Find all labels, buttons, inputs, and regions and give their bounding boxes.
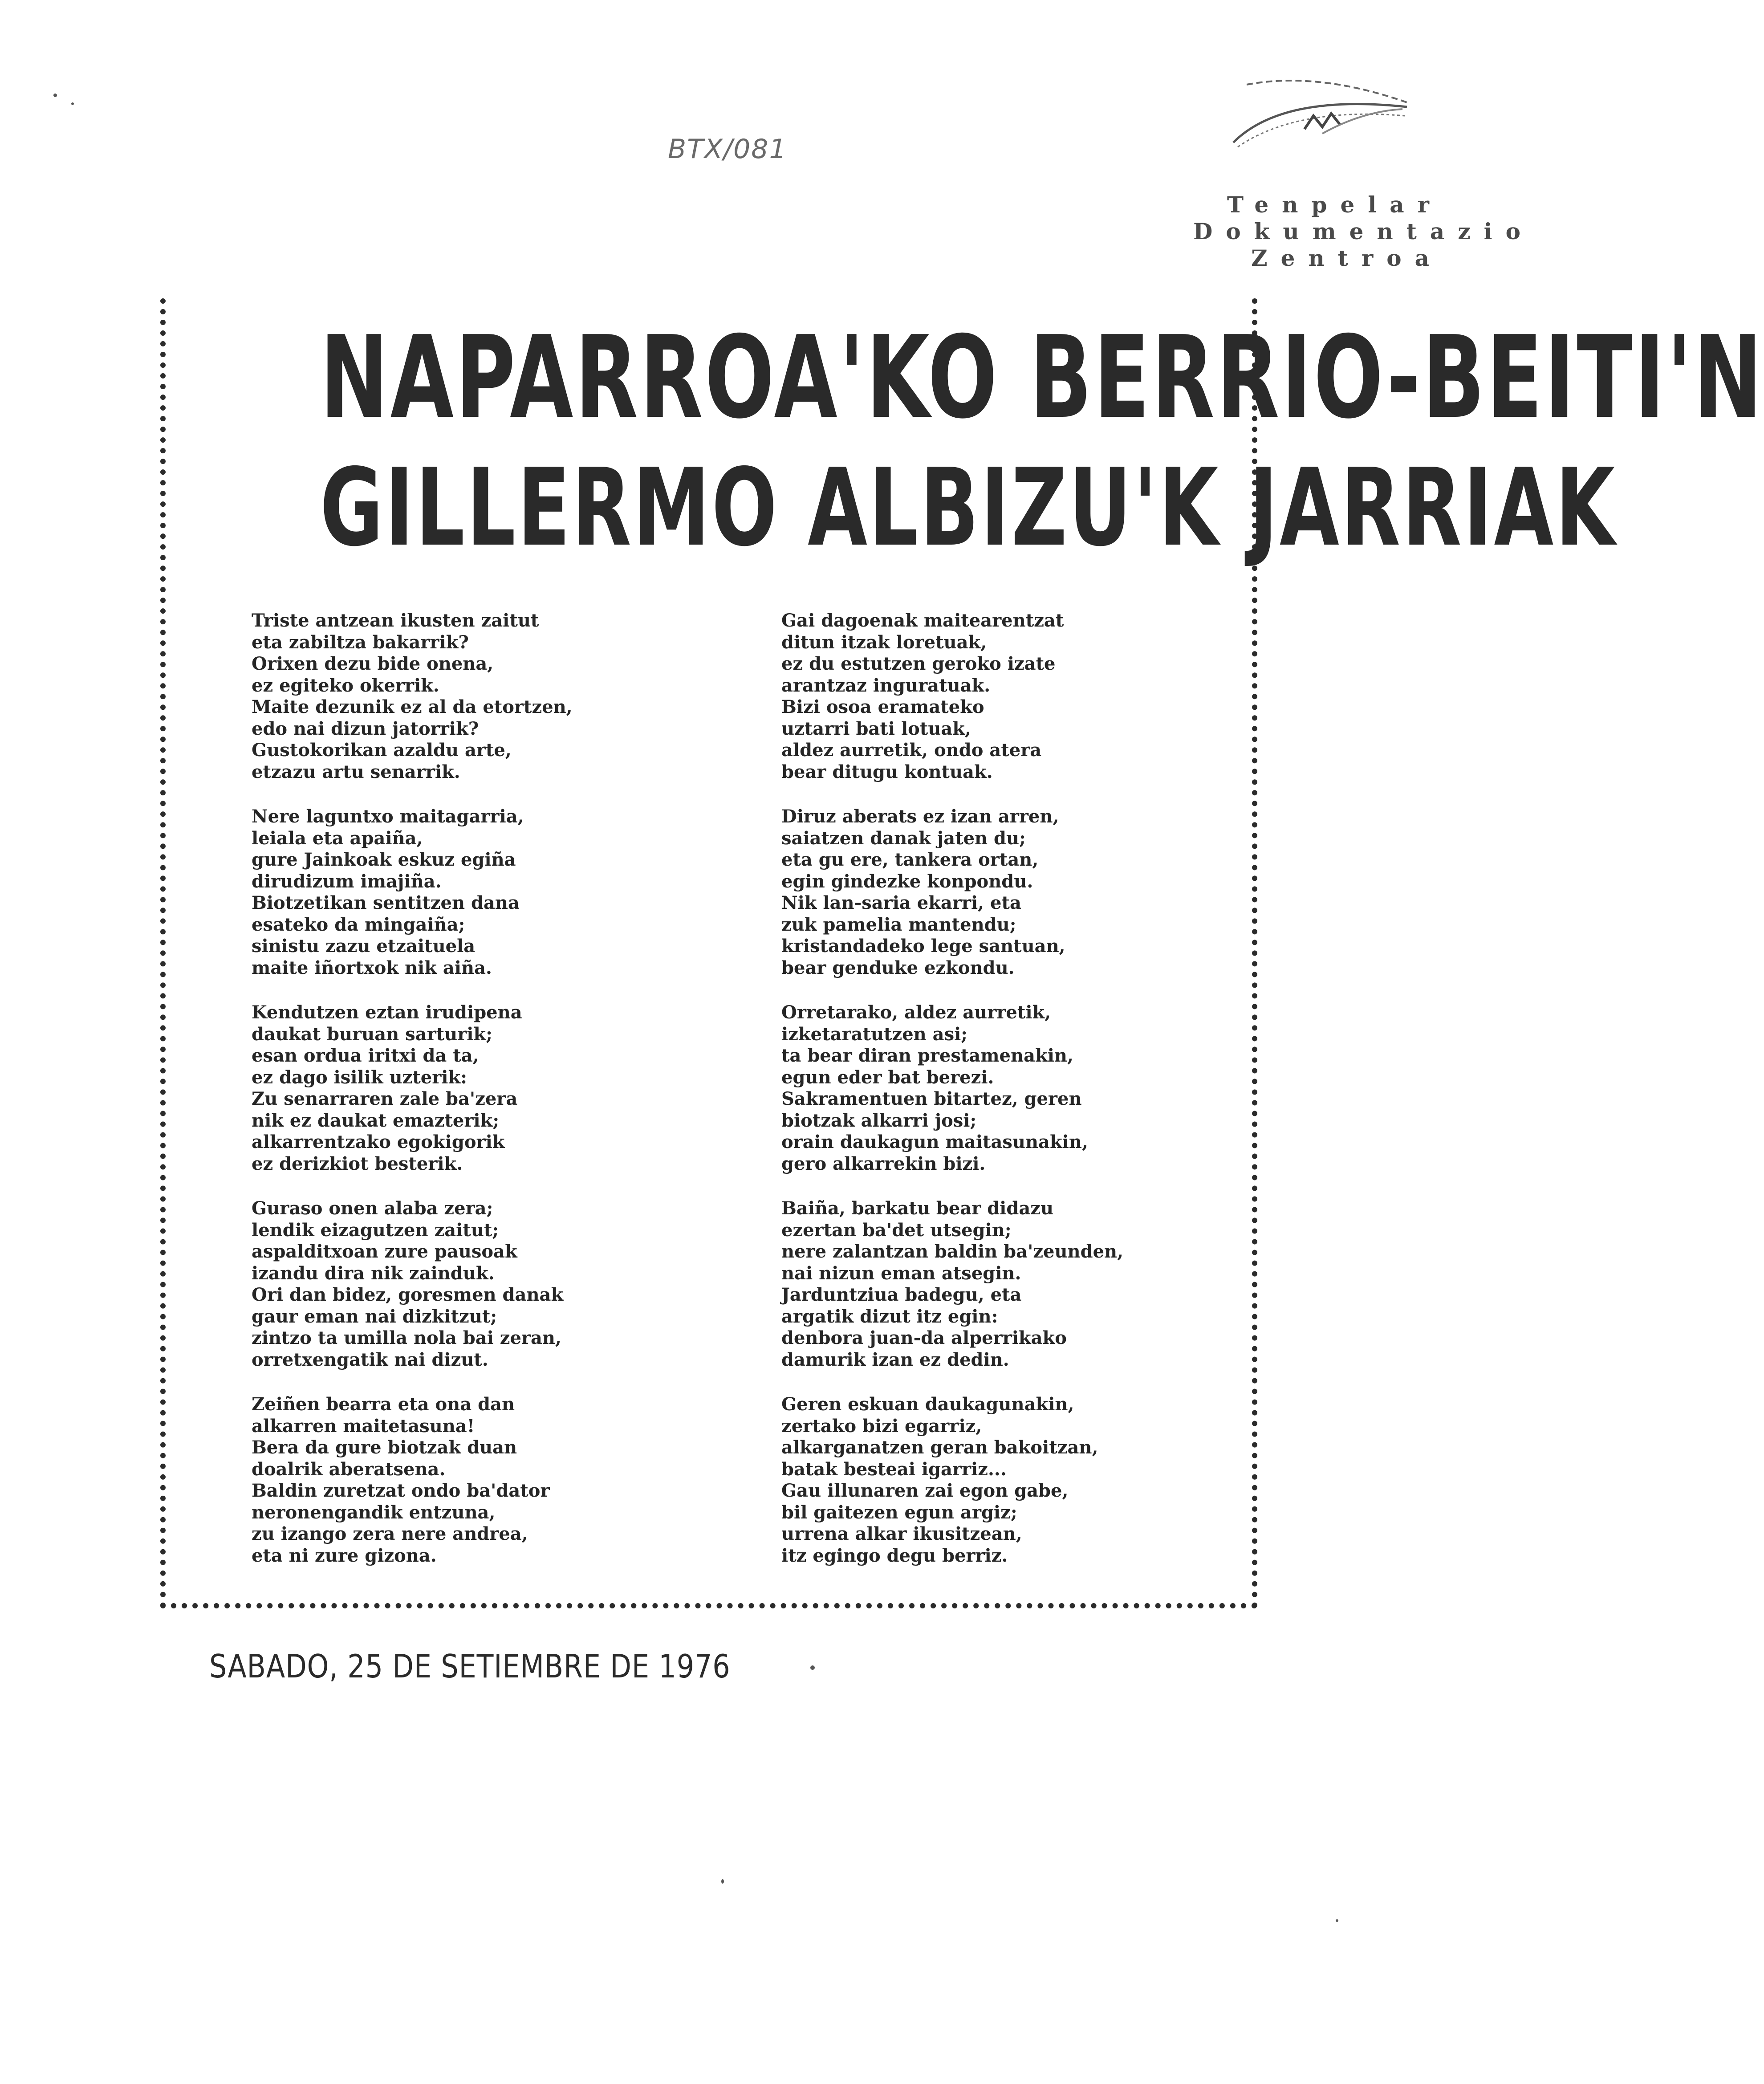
poem-line: lendik eizagutzen zaitut; <box>252 1219 499 1241</box>
logo-line-2: Dokumentazio <box>1193 218 1534 244</box>
poem-line: biotzak alkarri josi; <box>781 1110 977 1131</box>
poem-line: eta ni zure gizona. <box>252 1545 437 1566</box>
poem-line: doalrik aberatsena. <box>252 1458 446 1480</box>
poem-line: zuk pamelia mantendu; <box>781 914 1016 935</box>
poem-line: eta gu ere, tankera ortan, <box>781 849 1039 870</box>
scan-speck <box>721 1879 724 1884</box>
poem-line: bil gaitezen egun argiz; <box>781 1502 1017 1523</box>
poem-line: ez egiteko okerrik. <box>252 675 439 696</box>
poem-line: zu izango zera nere andrea, <box>252 1523 528 1544</box>
poem-line: ez dago isilik uzterik: <box>252 1066 467 1088</box>
poem-stanza <box>781 610 1293 783</box>
poem-line: Biotzetikan sentitzen dana <box>252 892 520 913</box>
logo-line-1: Tenpelar <box>1227 191 1443 218</box>
poem-line: edo nai dizun jatorrik? <box>252 718 479 739</box>
archive-logo <box>1193 76 1534 276</box>
poem-line: gero alkarrekin bizi. <box>781 1153 986 1174</box>
poem-stanza <box>252 1198 764 1371</box>
poem-line: bear genduke ezkondu. <box>781 957 1015 978</box>
poem-line: Gai dagoenak maitearentzat <box>781 610 1064 631</box>
poem-line: etzazu artu senarrik. <box>252 761 460 782</box>
poem-line: esateko da mingaiña; <box>252 914 465 935</box>
poem-line: ez du estutzen geroko izate <box>781 653 1056 674</box>
poem-line: arantzaz inguratuak. <box>781 675 991 696</box>
poem-line: leiala eta apaiña, <box>252 827 423 849</box>
poem-line: neronengandik entzuna, <box>252 1502 496 1523</box>
poem-line: Jarduntziua badegu, eta <box>781 1284 1022 1305</box>
poem-line: denbora juan-da alperrikako <box>781 1327 1067 1348</box>
poem-line: uztarri bati lotuak, <box>781 718 971 739</box>
poem-line: gure Jainkoak eskuz egiña <box>252 849 516 870</box>
poem-line: Orretarako, aldez aurretik, <box>781 1002 1051 1023</box>
poem-stanza <box>781 806 1293 979</box>
poem-line: alkarren maitetasuna! <box>252 1415 475 1437</box>
poem-line: eta zabiltza bakarrik? <box>252 631 469 653</box>
poem-line: zintzo ta umilla nola bai zeran, <box>252 1327 561 1348</box>
handwritten-archive-note: BTX/081 <box>668 134 787 165</box>
poem-line: Nik lan-saria ekarri, eta <box>781 892 1021 913</box>
poem-line: Diruz aberats ez izan arren, <box>781 806 1059 827</box>
poem-stanza <box>252 610 764 783</box>
poem-line: urrena alkar ikusitzean, <box>781 1523 1022 1544</box>
poem-line: zertako bizi egarriz, <box>781 1415 982 1437</box>
poem-stanza <box>781 1002 1293 1175</box>
scan-speck <box>810 1665 815 1670</box>
archive-logo-emblem <box>1229 76 1416 151</box>
poem-line: ta bear diran prestamenakin, <box>781 1045 1073 1066</box>
poem-line: gaur eman nai dizkitzut; <box>252 1306 497 1327</box>
poem-line: nik ez daukat emazterik; <box>252 1110 500 1131</box>
poem-line: Zeiñen bearra eta ona dan <box>252 1394 515 1415</box>
poem-stanza <box>781 1198 1293 1371</box>
poem-line: Triste antzean ikusten zaitut <box>252 610 539 631</box>
scan-speck <box>1336 1919 1338 1922</box>
poem-line: itz egingo degu berriz. <box>781 1545 1008 1566</box>
poem-line: ezertan ba'det utsegin; <box>781 1219 1012 1241</box>
poem-stanza <box>252 1394 764 1567</box>
poem-line: damurik izan ez dedin. <box>781 1349 1009 1370</box>
poem-line: ez derizkiot besterik. <box>252 1153 463 1174</box>
poem-line: Gau illunaren zai egon gabe, <box>781 1480 1069 1501</box>
logo-line-3: Zentroa <box>1251 245 1443 271</box>
scan-speck <box>71 102 74 105</box>
poem-line: Bera da gure biotzak duan <box>252 1437 517 1458</box>
poem-line: daukat buruan sarturik; <box>252 1023 492 1045</box>
poem-line: aspalditxoan zure pausoak <box>252 1241 517 1262</box>
publication-date: SABADO, 25 DE SETIEMBRE DE 1976 <box>209 1648 731 1685</box>
poem-line: sinistu zazu etzaituela <box>252 936 476 957</box>
article-title-line-1: NAPARROA'KO BERRIO-BEITI'N <box>320 312 1764 444</box>
poem-line: egun eder bat berezi. <box>781 1066 994 1088</box>
poem-line: esan ordua iritxi da ta, <box>252 1045 479 1066</box>
poem-line: aldez aurretik, ondo atera <box>781 740 1042 761</box>
poem-line: Kendutzen eztan irudipena <box>252 1002 522 1023</box>
article-title-line-2: GILLERMO ALBIZU'K JARRIAK <box>320 445 1617 570</box>
poem-line: saiatzen danak jaten du; <box>781 827 1026 849</box>
poem-line: Gustokorikan azaldu arte, <box>252 740 512 761</box>
poem-line: Guraso onen alaba zera; <box>252 1198 493 1219</box>
poem-column-left <box>252 610 764 1590</box>
poem-stanza <box>781 1394 1293 1567</box>
poem-line: nere zalantzan baldin ba'zeunden, <box>781 1241 1124 1262</box>
poem-line: nai nizun eman atsegin. <box>781 1262 1021 1284</box>
poem-line: Geren eskuan daukagunakin, <box>781 1394 1074 1415</box>
poem-line: Bizi osoa eramateko <box>781 696 984 717</box>
poem-line: kristandadeko lege santuan, <box>781 936 1065 957</box>
poem-line: alkarrentzako egokigorik <box>252 1132 505 1152</box>
poem-line: ditun itzak loretuak, <box>781 631 987 653</box>
poem-line: Zu senarraren zale ba'zera <box>252 1088 518 1109</box>
poem-line: egin gindezke konpondu. <box>781 871 1033 892</box>
poem-column-right <box>781 610 1293 1590</box>
poem-line: orretxengatik nai dizut. <box>252 1349 488 1370</box>
poem-line: argatik dizut itz egin: <box>781 1306 998 1327</box>
poem-line: Ori dan bidez, goresmen danak <box>252 1284 564 1305</box>
poem-line: izketaratutzen asi; <box>781 1023 968 1045</box>
poem-line: batak besteai igarriz... <box>781 1458 1007 1480</box>
poem-line: orain daukagun maitasunakin, <box>781 1132 1088 1152</box>
poem-stanza <box>252 806 764 979</box>
poem-line: Sakramentuen bitartez, geren <box>781 1088 1082 1109</box>
poem-line: bear ditugu kontuak. <box>781 761 993 782</box>
poem-stanza <box>252 1002 764 1175</box>
poem-line: Baiña, barkatu bear didazu <box>781 1198 1054 1219</box>
scan-speck <box>53 94 57 97</box>
poem-line: Baldin zuretzat ondo ba'dator <box>252 1480 550 1501</box>
poem-line: alkarganatzen geran bakoitzan, <box>781 1437 1098 1458</box>
poem-line: Maite dezunik ez al da etortzen, <box>252 696 573 717</box>
poem-line: dirudizum imajiña. <box>252 871 442 892</box>
poem-line: izandu dira nik zainduk. <box>252 1262 495 1284</box>
poem-line: Orixen dezu bide onena, <box>252 653 494 674</box>
poem-line: Nere laguntxo maitagarria, <box>252 806 524 827</box>
poem-line: maite iñortxok nik aiña. <box>252 957 492 978</box>
